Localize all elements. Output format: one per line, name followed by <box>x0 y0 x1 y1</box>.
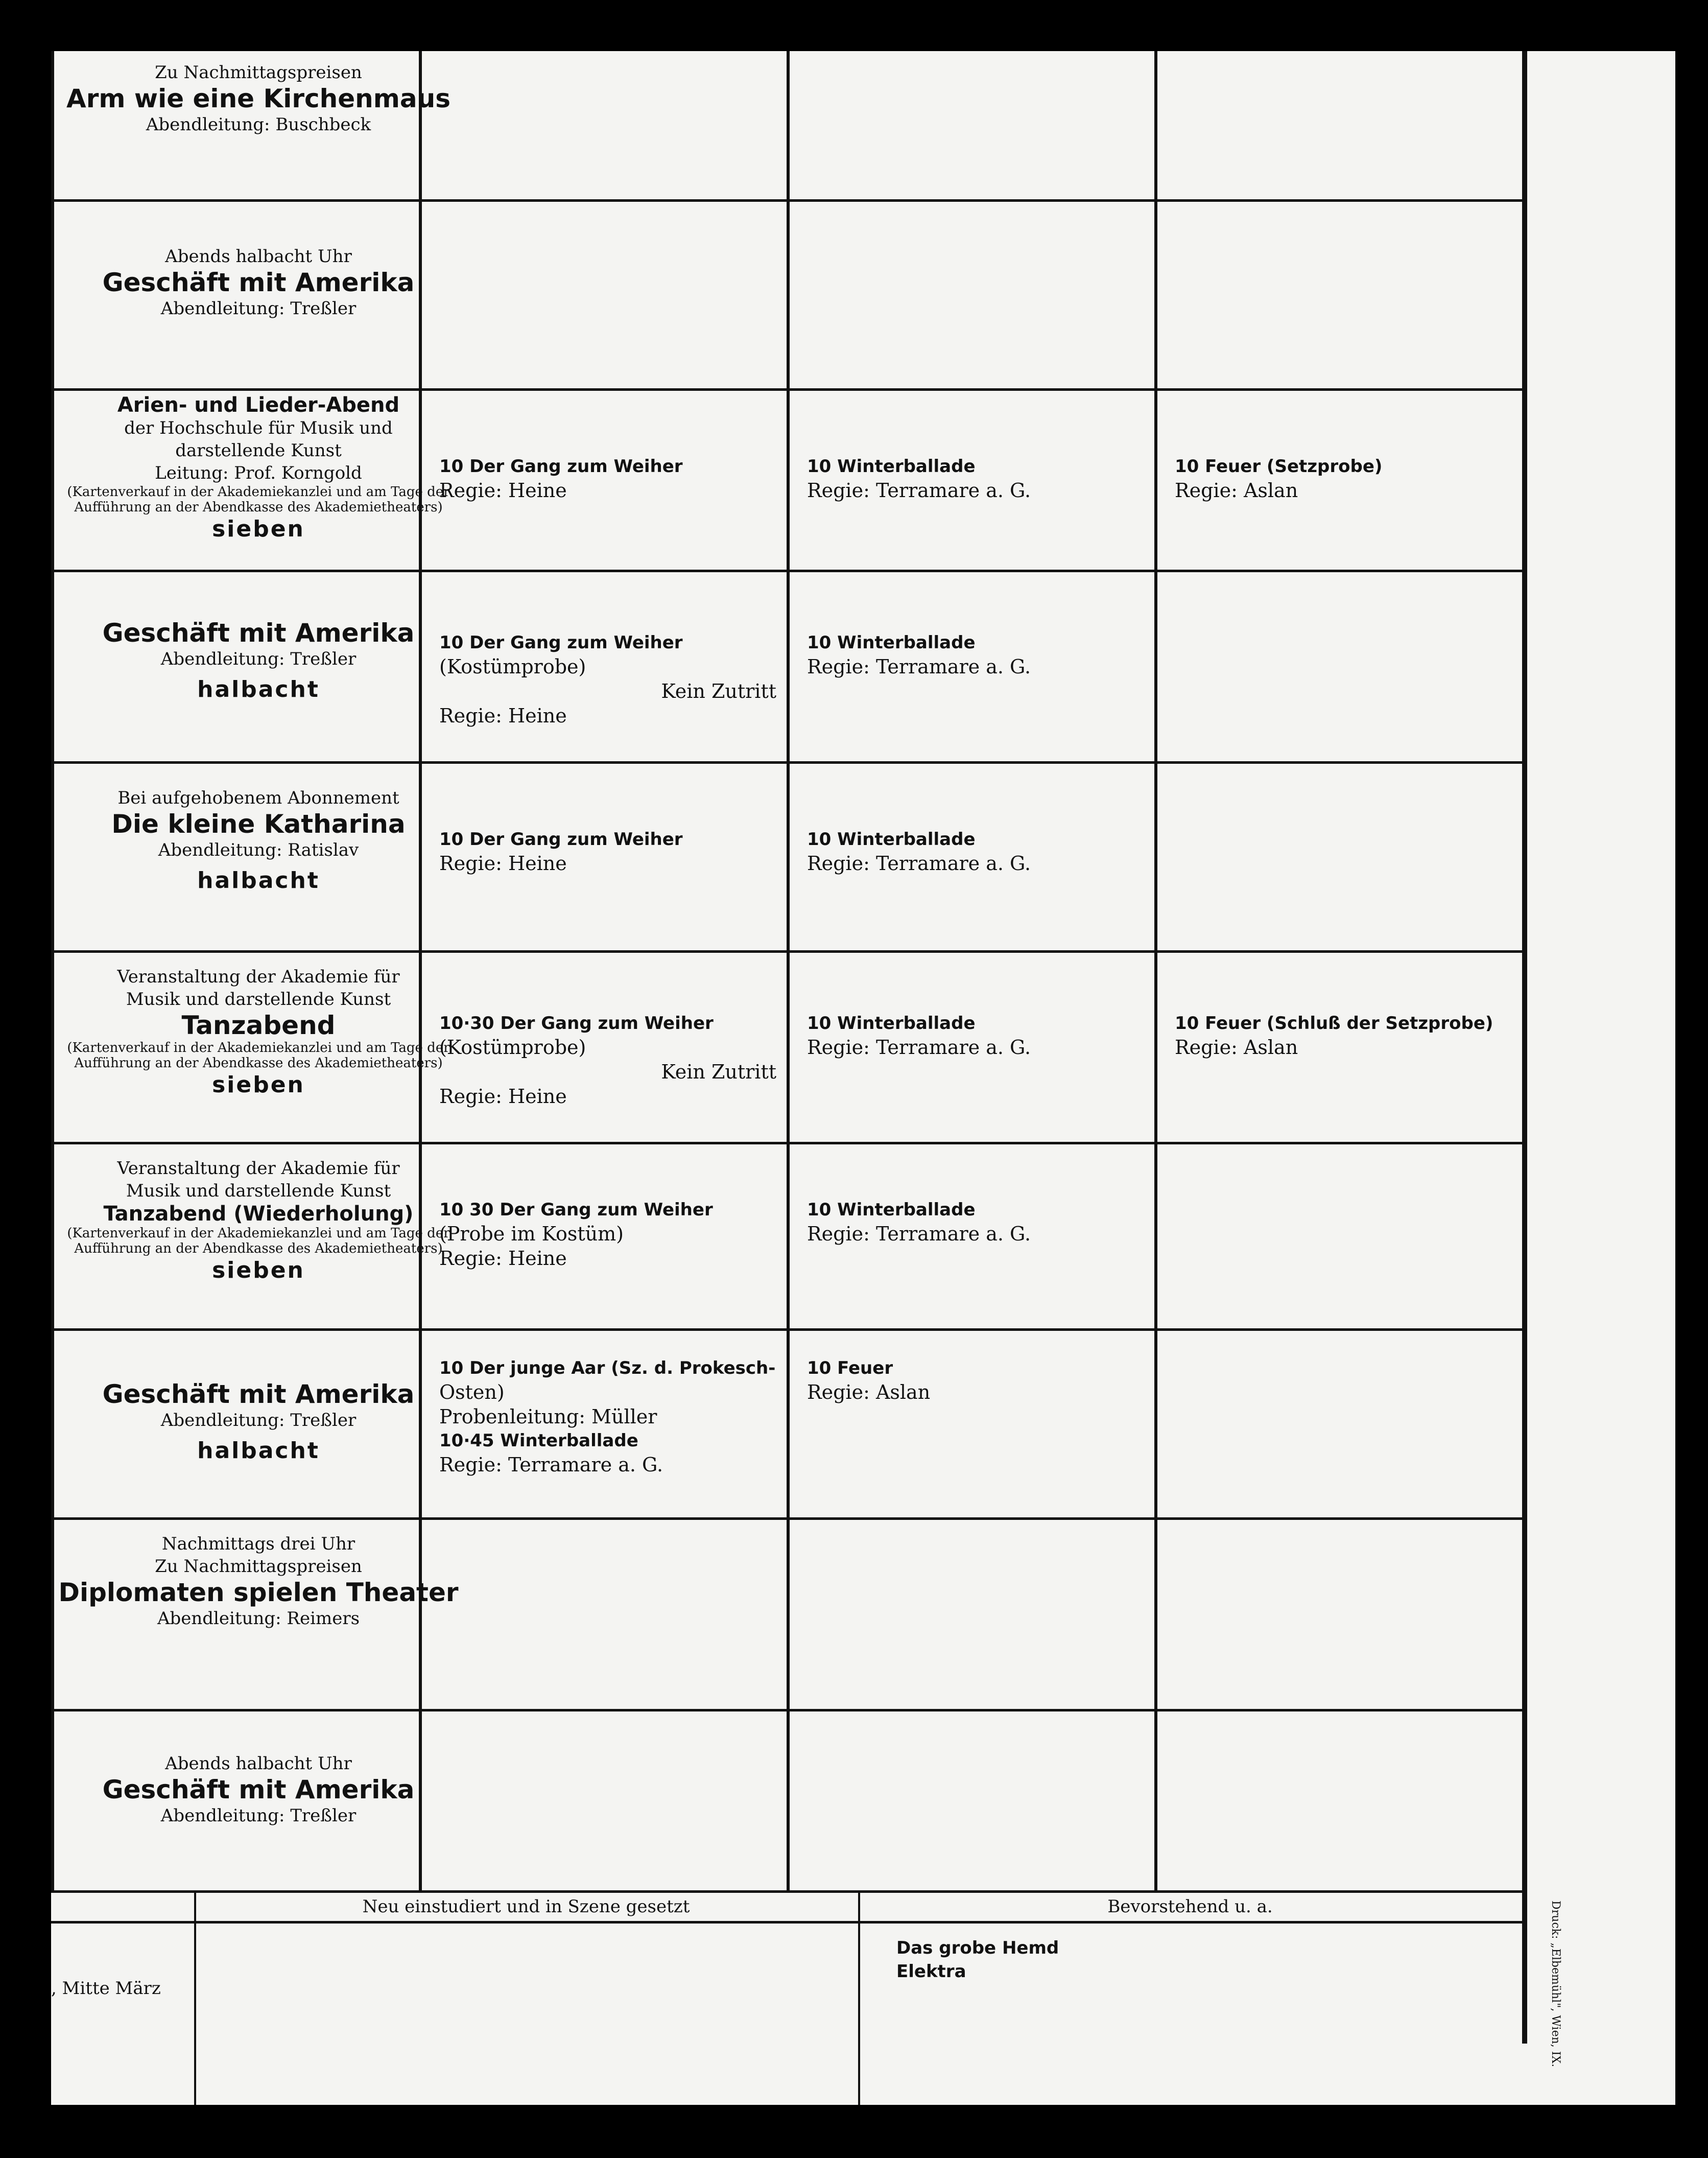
rehearsal-cell <box>439 631 776 728</box>
divider <box>51 199 1522 202</box>
rehearsal-title: 10 Winterballade <box>807 1200 976 1220</box>
program-remark: (Kartenverkauf in der Akademiekanzlei und am Tage der Aufführung an der Abendkasse des Akademietheaters) <box>67 1226 450 1256</box>
rehearsal-detail: Regie: Terramare a. G. <box>807 479 1031 502</box>
divider <box>51 1890 1522 1893</box>
rehearsal-detail: Regie: Aslan <box>807 1381 931 1403</box>
program-leitung: Abendleitung: Treßler <box>160 1805 357 1826</box>
program-note: Musik und darstellende Kunst <box>126 1181 391 1201</box>
rehearsal-detail: Regie: Heine <box>439 479 567 502</box>
program-cell <box>54 1533 463 1706</box>
rehearsal-cell <box>1175 455 1512 503</box>
rehearsal-detail: (Probe im Kostüm) <box>439 1223 624 1245</box>
divider <box>194 1890 196 2105</box>
rehearsal-title: 10 Der Gang zum Weiher <box>439 456 683 477</box>
rehearsal-title: 10 Winterballade <box>807 456 976 477</box>
date-note <box>51 1977 189 2000</box>
rehearsal-cell <box>1175 1012 1512 1060</box>
program-cell <box>54 787 463 945</box>
rehearsal-title: 10 30 Der Gang zum Weiher <box>439 1200 713 1220</box>
divider <box>51 950 1522 953</box>
program-cell <box>54 1752 463 1885</box>
rehearsal-cell <box>807 1356 1144 1404</box>
rehearsal-detail: Regie: Aslan <box>1175 479 1298 502</box>
rehearsal-title: 10 Der Gang zum Weiher <box>439 829 683 850</box>
program-leitung: Abendleitung: Ratislav <box>158 840 359 860</box>
rehearsal-title: 10 Der Gang zum Weiher <box>439 632 683 653</box>
rehearsal-title: 10 Winterballade <box>807 829 976 850</box>
program-leitung: Leitung: Prof. Korngold <box>155 463 362 483</box>
rehearsal-detail: Regie: Aslan <box>1175 1036 1298 1059</box>
rehearsal-title: 10 Der junge Aar (Sz. d. Prokesch- <box>439 1358 776 1378</box>
program-note: Zu Nachmittagspreisen <box>155 62 362 83</box>
divider <box>51 570 1522 572</box>
rehearsal-cell <box>439 1198 776 1271</box>
rehearsal-title: 10·30 Der Gang zum Weiher <box>439 1013 714 1034</box>
rehearsal-title: 10 Feuer <box>807 1358 893 1378</box>
program-leitung: Abendleitung: Reimers <box>157 1608 360 1629</box>
rehearsal-title: 10 Winterballade <box>807 1013 976 1034</box>
rehearsal-cell <box>807 455 1144 503</box>
divider <box>51 1921 1522 1924</box>
program-cell <box>54 61 463 194</box>
program-note: Abends halbacht Uhr <box>165 1753 352 1774</box>
program-remark: (Kartenverkauf in der Akademiekanzlei und am Tage der Aufführung an der Abendkasse des Akademietheaters) <box>67 484 450 515</box>
divider <box>51 1709 1522 1711</box>
bevor-list <box>896 1936 1509 1983</box>
bevor-item: Elektra <box>896 1961 966 1982</box>
program-note: Bei aufgehobenem Abonnement <box>117 788 399 808</box>
rehearsal-title: 10 Feuer (Schluß der Setzprobe) <box>1175 1013 1493 1034</box>
program-cell <box>54 1157 463 1326</box>
program-title: Geschäft mit Amerika <box>102 618 415 648</box>
rehearsal-detail: Probenleitung: Müller <box>439 1405 657 1428</box>
divider <box>787 51 790 1890</box>
program-note: der Hochschule für Musik und <box>124 418 393 438</box>
rehearsal-cell <box>807 1198 1144 1246</box>
rehearsal-detail: Regie: Terramare a. G. <box>807 852 1031 875</box>
program-leitung: Abendleitung: Buschbeck <box>146 114 371 135</box>
rehearsal-detail: Regie: Heine <box>439 1085 567 1108</box>
program-cell <box>54 393 463 567</box>
rehearsal-detail: Osten) <box>439 1381 505 1403</box>
program-title: Geschäft mit Amerika <box>102 1379 415 1409</box>
rehearsal-detail: Regie: Heine <box>439 705 567 727</box>
program-time: halbacht <box>197 1438 320 1464</box>
program-title: Diplomaten spielen Theater <box>58 1578 459 1607</box>
rehearsal-detail: Regie: Terramare a. G. <box>807 655 1031 678</box>
rehearsal-cell <box>439 1356 776 1477</box>
program-title: Geschäft mit Amerika <box>102 1775 415 1804</box>
divider <box>1522 51 1527 2044</box>
program-title: Geschäft mit Amerika <box>102 268 415 297</box>
rehearsal-detail: Regie: Terramare a. G. <box>807 1036 1031 1059</box>
divider <box>51 1328 1522 1331</box>
program-title: Arien- und Lieder-Abend <box>117 393 400 417</box>
program-cell <box>54 618 463 756</box>
printer-text: Druck: „Elbemühl", Wien, IX. <box>1549 1901 1562 2068</box>
neu-header-label: Neu einstudiert und in Szene gesetzt <box>362 1896 690 1917</box>
program-leitung: Abendleitung: Treßler <box>160 298 357 319</box>
program-title: Arm wie eine Kirchenmaus <box>66 84 450 113</box>
program-leitung: Abendleitung: Treßler <box>160 649 357 669</box>
bevor-header <box>863 1895 1517 1918</box>
date-text: , Mitte März <box>51 1978 161 1999</box>
schedule-sheet <box>51 51 1675 2105</box>
program-note: Abends halbacht Uhr <box>165 246 352 267</box>
rehearsal-title: 10 Feuer (Setzprobe) <box>1175 456 1383 477</box>
program-note: Zu Nachmittagspreisen <box>155 1556 362 1577</box>
program-cell <box>54 966 463 1139</box>
bevor-item: Das grobe Hemd <box>896 1938 1059 1958</box>
program-note: darstellende Kunst <box>175 440 342 461</box>
program-leitung: Abendleitung: Treßler <box>160 1410 357 1430</box>
divider <box>51 1142 1522 1144</box>
program-note: Musik und darstellende Kunst <box>126 989 391 1010</box>
rehearsal-cell <box>439 455 776 503</box>
program-title: Die kleine Katharina <box>111 809 406 839</box>
program-cell <box>54 1379 463 1512</box>
rehearsal-title: 10 Winterballade <box>807 632 976 653</box>
program-cell <box>54 245 463 383</box>
program-remark: (Kartenverkauf in der Akademiekanzlei und am Tage der Aufführung an der Abendkasse des Akademietheaters) <box>67 1040 450 1071</box>
divider <box>51 388 1522 391</box>
program-title: Tanzabend <box>181 1011 336 1040</box>
program-time: sieben <box>212 516 305 542</box>
neu-header <box>199 1895 853 1918</box>
rehearsal-cell <box>807 1012 1144 1060</box>
rehearsal-detail: Regie: Heine <box>439 852 567 875</box>
divider <box>1154 51 1157 1890</box>
program-title: Tanzabend (Wiederholung) <box>103 1202 414 1226</box>
rehearsal-detail: Regie: Terramare a. G. <box>439 1453 663 1476</box>
rehearsal-detail: Kein Zutritt <box>661 680 776 702</box>
rehearsal-cell <box>439 828 776 876</box>
bevor-header-label: Bevorstehend u. a. <box>1107 1896 1273 1917</box>
program-note: Veranstaltung der Akademie für <box>117 1158 400 1179</box>
program-time: halbacht <box>197 676 320 702</box>
rehearsal-detail: (Kostümprobe) <box>439 655 586 678</box>
rehearsal-detail: Regie: Terramare a. G. <box>807 1223 1031 1245</box>
program-note: Veranstaltung der Akademie für <box>117 967 400 987</box>
divider <box>858 1890 860 2105</box>
rehearsal-cell <box>807 828 1144 876</box>
rehearsal-detail: (Kostümprobe) <box>439 1036 586 1059</box>
rehearsal-detail: Kein Zutritt <box>661 1061 776 1083</box>
printer-note <box>1543 1901 1563 2100</box>
rehearsal-title: 10·45 Winterballade <box>439 1430 638 1451</box>
divider <box>51 1517 1522 1520</box>
rehearsal-cell <box>807 631 1144 679</box>
program-time: sieben <box>212 1072 305 1098</box>
divider <box>51 761 1522 764</box>
program-time: halbacht <box>197 867 320 894</box>
rehearsal-cell <box>439 1012 776 1109</box>
program-note: Nachmittags drei Uhr <box>161 1534 355 1554</box>
program-time: sieben <box>212 1257 305 1283</box>
rehearsal-detail: Regie: Heine <box>439 1247 567 1270</box>
